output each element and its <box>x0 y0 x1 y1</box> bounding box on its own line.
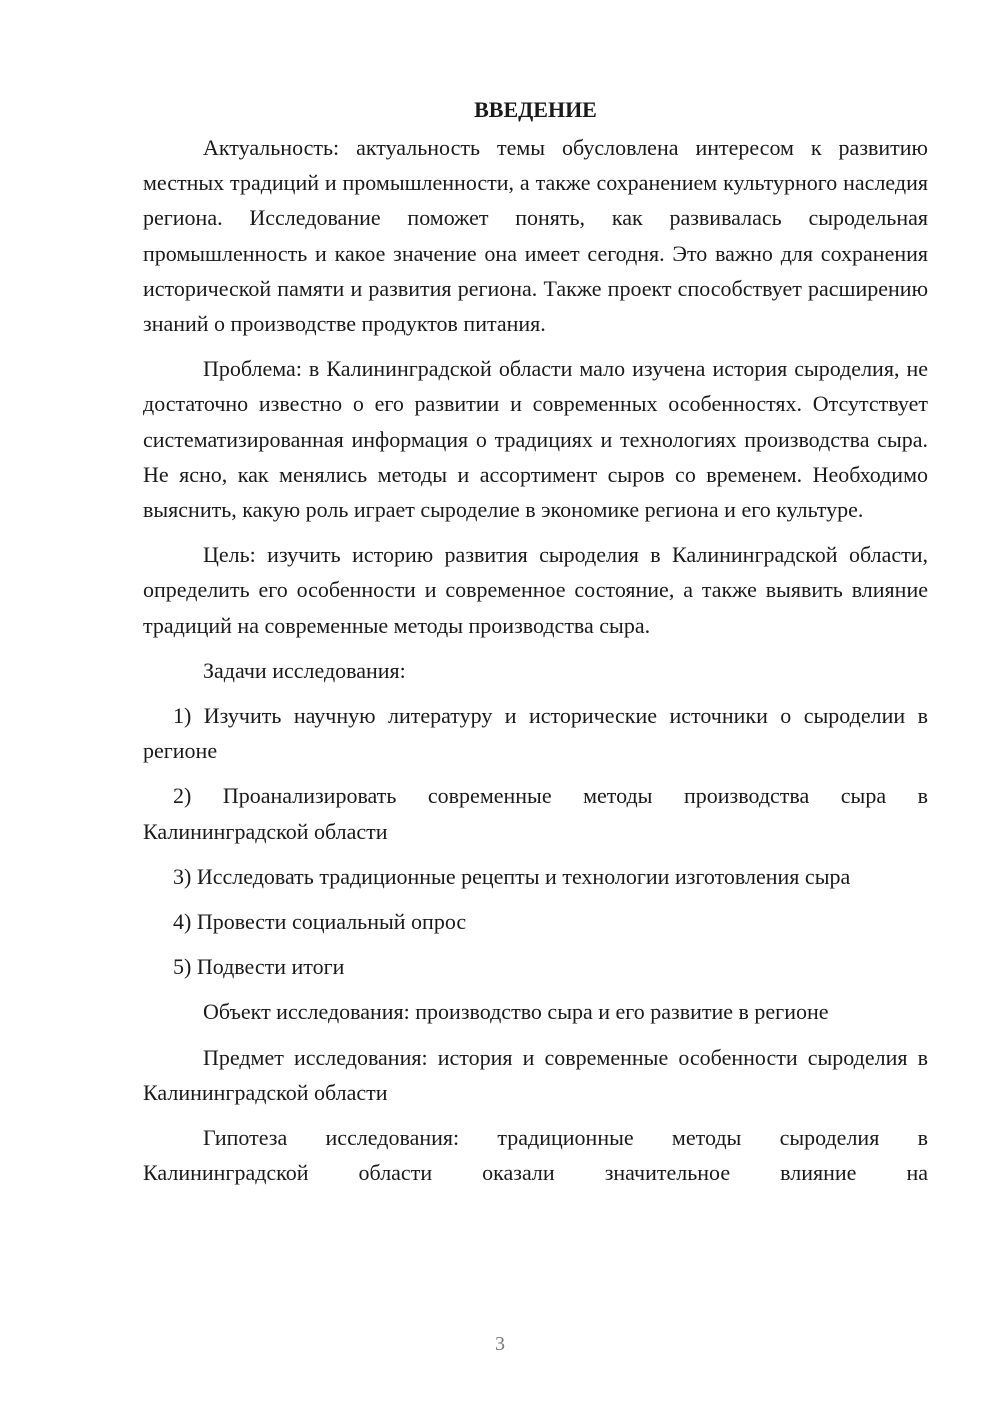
task-item: 1) Изучить научную литературу и исторические источники о сыроделии в регионе <box>143 703 928 764</box>
subject-paragraph: Предмет исследования: история и современные особенности сыроделия в Калининградской области <box>143 1044 928 1105</box>
goal-paragraph: Цель: изучить историю развития сыроделия в Калининградской области, определить его особенности и современное состояние, а также выявить влияние традиций на современные методы производства сыра. <box>143 542 928 638</box>
page-title: ВВЕДЕНИЕ <box>474 97 597 122</box>
relevance-paragraph: Актуальность: актуальность темы обусловлена интересом к развитию местных традиций и промышленности, а также сохранением культурного наследия региона. Исследование поможет понять, как развивалась сыродельная промышленность и какое значение она имеет сегодня. Это важно для сохранения исторической памяти и развития региона. Также проект способствует расширению знаний о производстве продуктов питания. <box>143 135 928 337</box>
tasks-list <box>143 698 928 984</box>
task-item: 4) Провести социальный опрос <box>173 909 467 935</box>
hypothesis-paragraph: Гипотеза исследования: традиционные методы сыроделия в Калининградской области оказали значительное влияние на <box>143 1125 928 1186</box>
tasks-heading: Задачи исследования: <box>203 657 406 683</box>
task-item: 5) Подвести итоги <box>173 954 345 980</box>
document-page <box>143 92 928 1190</box>
page-number: 3 <box>495 1333 505 1355</box>
problem-paragraph: Проблема: в Калининградской области мало изучена история сыроделия, не достаточно известно о его развитии и современных особенностях. Отсутствует систематизированная информация о традициях и технологиях производства сыра. Не ясно, как менялись методы и ассортимент сыров со временем. Необходимо выяснить, какую роль играет сыроделие в экономике региона и его культуре. <box>143 356 928 523</box>
task-item: 3) Исследовать традиционные рецепты и технологии изготовления сыра <box>173 863 851 889</box>
object-paragraph: Объект исследования: производство сыра и его развитие в регионе <box>203 999 829 1025</box>
task-item: 2) Проанализировать современные методы производства сыра в Калининградской области <box>143 783 928 844</box>
